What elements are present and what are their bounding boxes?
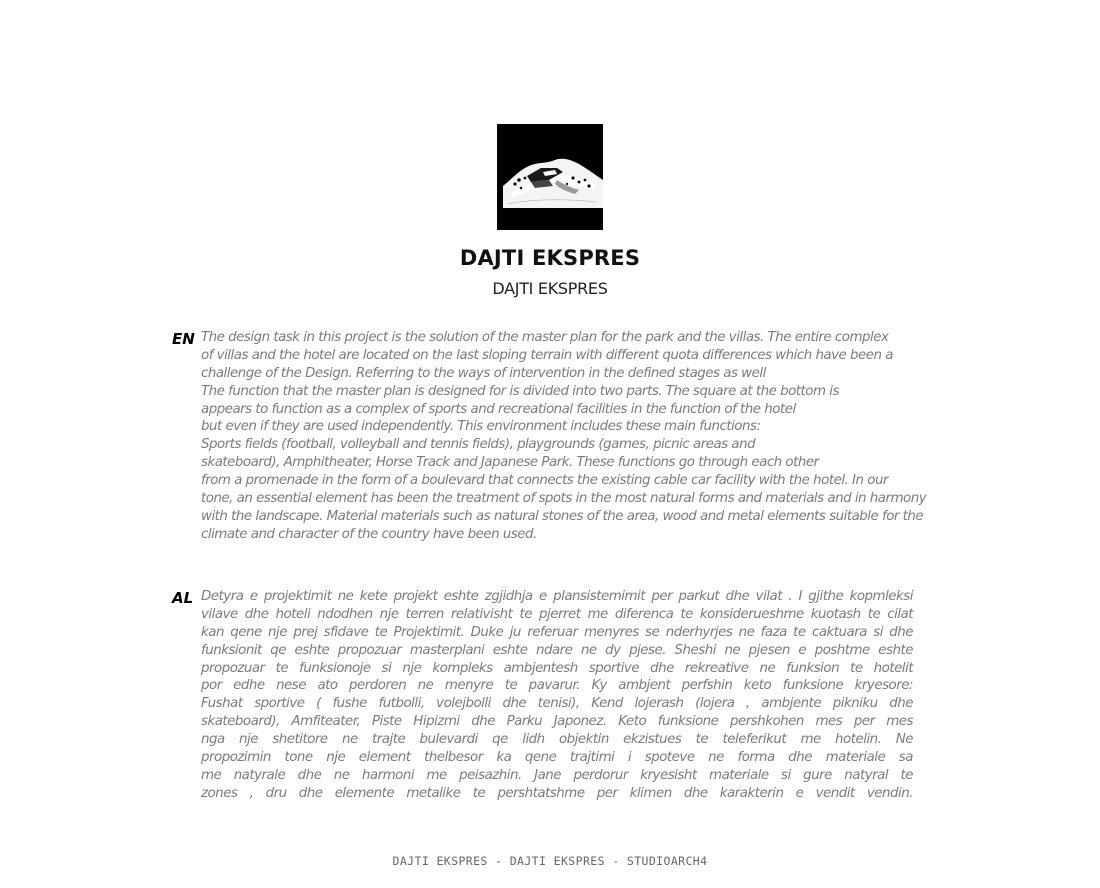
text-line: vilave dhe hoteli ndodhen nje terren relativisht te pjerret me diferenca te konsiderueshme kuotash te cilat [201, 606, 913, 622]
text-line: challenge of the Design. Referring to the ways of intervention in the defined stages as well [201, 365, 766, 381]
text-line: skateboard), Amfiteater, Piste Hipizmi dhe Parku Japonez. Keto funksione pershkohen mes per mes [201, 714, 913, 730]
language-label-en: EN [172, 330, 195, 348]
text-line: from a promenade in the form of a boulevard that connects the existing cable car facility with the hotel. In our [201, 473, 888, 489]
text-line: por edhe nese ato perdoren ne menyre te pavarur. Ky ambjent perfshin keto funksione kryesore: [201, 678, 913, 694]
english-description [201, 329, 927, 544]
page-subtitle: DAJTI EKSPRES [492, 279, 608, 298]
text-line: propozimin tone nje element thelbesor ka qene trajtimi i spoteve ne forma dhe materiale sa [201, 750, 913, 766]
text-line: propozuar te funksionoje si nje kompleks ambjentesh sportive dhe rekreative ne funksion te hotelit [201, 660, 913, 676]
project-thumbnail [497, 124, 603, 230]
text-line: zones , dru dhe elemente metalike te pershtatshme per klimen dhe karakterin e vendit vendin. [201, 785, 913, 801]
site-model-image [497, 124, 603, 230]
text-line: me natyrale dhe ne harmoni me peisazhin. Jane perdorur kryesisht materiale si gure natyral te [201, 767, 913, 783]
page-title: DAJTI EKSPRES [459, 246, 641, 270]
text-line: Sports fields (football, volleyball and tennis fields), playgrounds (games, picnic areas and [201, 437, 756, 453]
text-line: Detyra e projektimit ne kete projekt eshte zgjidhja e plansistemimit per parkut dhe vilat . I gjithe kopmleksi [201, 589, 913, 604]
text-line: kan qene nje prej sfidave te Projektimit. Duke ju referuar menyres se nderhyrjes ne faza te caktuara si dhe [201, 624, 913, 640]
text-line: skateboard), Amphitheater, Horse Track and Japanese Park. These functions go through each other [201, 455, 819, 471]
text-line: appears to function as a complex of sports and recreational facilities in the function of the hotel [201, 401, 796, 417]
text-line: The design task in this project is the solution of the master plan for the park and the villas. The entire complex [201, 330, 889, 345]
text-line: funksionit qe eshte propozuar masterplani eshte ndare ne dy pjese. Sheshi ne pjesen e poshtme eshte [201, 642, 913, 658]
text-line: nga nje shetitore ne trajte bulevardi qe lidh objektin ekzistues te teleferikut me hotelin. Ne [201, 732, 913, 748]
albanian-description [201, 588, 913, 803]
text-line: with the landscape. Material materials such as natural stones of the area, wood and metal elements suitable for the [201, 508, 924, 524]
text-line: The function that the master plan is designed for is divided into two parts. The square at the bottom is [201, 383, 839, 399]
text-line: Fushat sportive ( fushe futbolli, volejbolli dhe tenisi), Kend lojerash (lojera , ambjente pikniku dhe [201, 696, 913, 712]
text-line: of villas and the hotel are located on the last sloping terrain with different quota differences which have been a [201, 347, 893, 363]
language-label-al: AL [172, 589, 194, 607]
text-line: but even if they are used independently. This environment includes these main functions: [201, 419, 761, 435]
page-footer: DAJTI EKSPRES - DAJTI EKSPRES - STUDIOARCH4 [392, 854, 708, 868]
text-line: climate and character of the country have been used. [201, 526, 537, 542]
text-line: tone, an essential element has been the treatment of spots in the most natural forms and materials and in harmony [201, 491, 927, 507]
